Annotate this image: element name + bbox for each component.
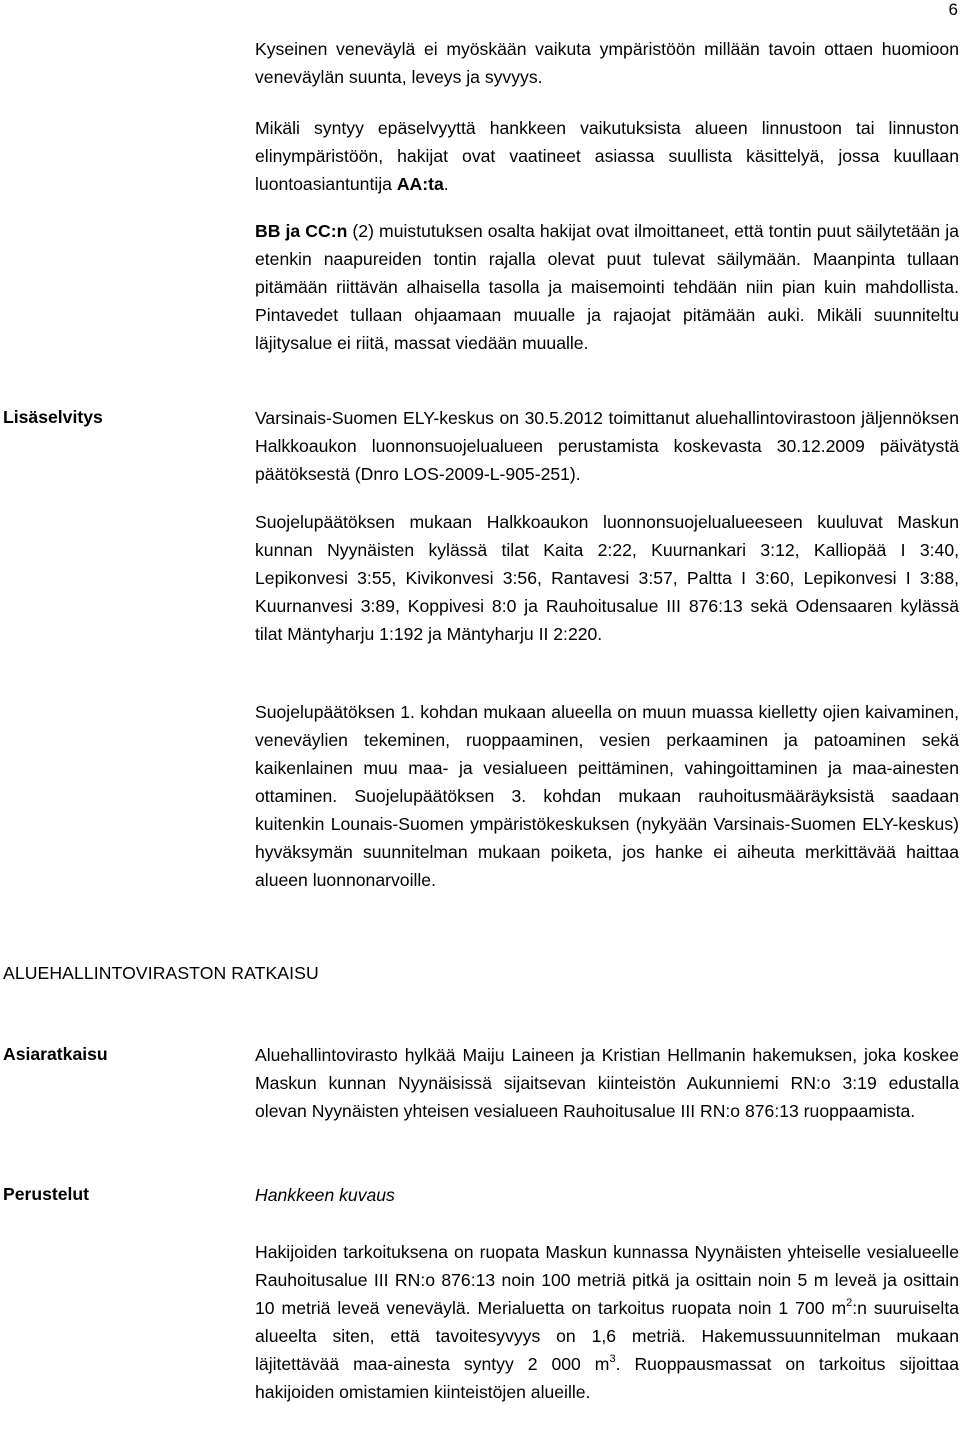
page-number: 6	[948, 0, 958, 19]
paragraph-asiaratkaisu: Aluehallintovirasto hylkää Maiju Laineen ja Kristian Hellmanin hakemuksen, joka koskee Maskun kunnan Nyynäisissä sijaitsevan kiinteistön Aukunniemi RN:o 3:19 edustalla olevan Nyynäisten yhteisen vesialueen Rauhoitusalue III RN:o 876:13 ruoppaamista.	[255, 1045, 959, 1121]
paragraph-lisaselvitys-3: Suojelupäätöksen 1. kohdan mukaan alueella on muun muassa kielletty ojien kaivaminen, veneväylien tekeminen, ruoppaaminen, vesien perkaaminen ja patoaminen sekä kaikenlainen muu maa- ja vesialueen peittäminen, vahingoittaminen ja maa-ainesten ottaminen. Suojelupäätöksen 3. kohdan mukaan rauhoitusmääräyksistä saadaan kuitenkin Lounais-Suomen ympäristökeskuksen (nykyään Varsinais-Suomen ELY-keskus) hyväksymän suunnitelman mukaan poiketa, jos hanke ei aiheuta merkittävää haittaa alueen luonnonarvoille.	[255, 702, 959, 890]
superscript-3: 3	[609, 1353, 616, 1366]
side-label-lisaselvitys: Lisäselvitys	[3, 407, 103, 427]
side-label-asiaratkaisu: Asiaratkaisu	[3, 1044, 108, 1064]
paragraph-linnusto: Mikäli syntyy epäselvyyttä hankkeen vaikutuksista alueen linnustoon tai linnuston elinympäristöön, hakijat ovat vaatineet asiassa suullista käsittelyä, jossa kuullaan luontoasiantuntija AA:ta.	[255, 118, 959, 194]
subheading-hankkeen-kuvaus: Hankkeen kuvaus	[255, 1185, 395, 1205]
paragraph-muistutus: BB ja CC:n (2) muistutuksen osalta hakijat ovat ilmoittaneet, että tontin puut säilytetään ja etenkin naapureiden tontin rajalla olevat puut tulevat säilymään. Maanpinta tullaan pitämään riittävän alhaisella tasolla ja maisemointi tehdään niin pian kuin mahdollista. Pintavedet tullaan ohjaamaan muualle ja rajaojat pitämään auki. Mikäli suunniteltu läjitysalue ei riitä, massat viedään muualle.	[255, 221, 959, 353]
bold-aa: AA:ta	[396, 174, 444, 194]
side-label-perustelut: Perustelut	[3, 1184, 90, 1204]
paragraph-veneväylä: Kyseinen veneväylä ei myöskään vaikuta ympäristöön millään tavoin ottaen huomioon veneväylän suunta, leveys ja syvyys.	[255, 39, 959, 87]
paragraph-lisaselvitys-1: Varsinais-Suomen ELY-keskus on 30.5.2012 toimittanut aluehallintovirastoon jäljennöksen Halkkoaukon luonnonsuojelualueen perustamista koskevasta 30.12.2009 päivätystä päätöksestä (Dnro LOS-2009-L-905-251).	[255, 408, 959, 484]
paragraph-hankkeen-kuvaus: Hakijoiden tarkoituksena on ruopata Maskun kunnassa Nyynäisten yhteiselle vesialueelle Rauhoitusalue III RN:o 876:13 noin 100 metriä pitkä ja osittain noin 5 m leveä ja osittain 10 metriä leveä veneväylä. Merialuetta on tarkoitus ruopata noin 1 700 $m^2:n$ suuruiselta alueelta siten, että tavoitesyvyys on 1,6 metriä. Hakemussuunnitelman mukaan läjitettävää maa-ainesta syntyy 2 000 $m^3$. Ruoppausmassat on tarkoitus sijoittaa hakijoiden omistamien kiinteistöjen alueille.	[255, 1242, 959, 1402]
superscript-2: 2	[846, 1297, 853, 1310]
section-heading: ALUEHALLINTOVIRASTON RATKAISU	[3, 963, 319, 983]
bold-bb-cc: BB ja CC:n	[255, 221, 348, 241]
paragraph-lisaselvitys-2: Suojelupäätöksen mukaan Halkkoaukon luonnonsuojelualueeseen kuuluvat Maskun kunnan Nyynäisten kylässä tilat Kaita 2:22, Kuurnankari 3:12, Kalliopää I 3:40, Lepikonvesi 3:55, Kivikonvesi 3:56, Rantavesi 3:57, Paltta I 3:60, Lepikonvesi I 3:88, Kuurnanvesi 3:89, Koppivesi 8:0 ja Rauhoitusalue III 876:13 sekä Odensaaren kylässä tilat Mäntyharju 1:192 ja Mäntyharju II 2:220.	[255, 512, 959, 644]
